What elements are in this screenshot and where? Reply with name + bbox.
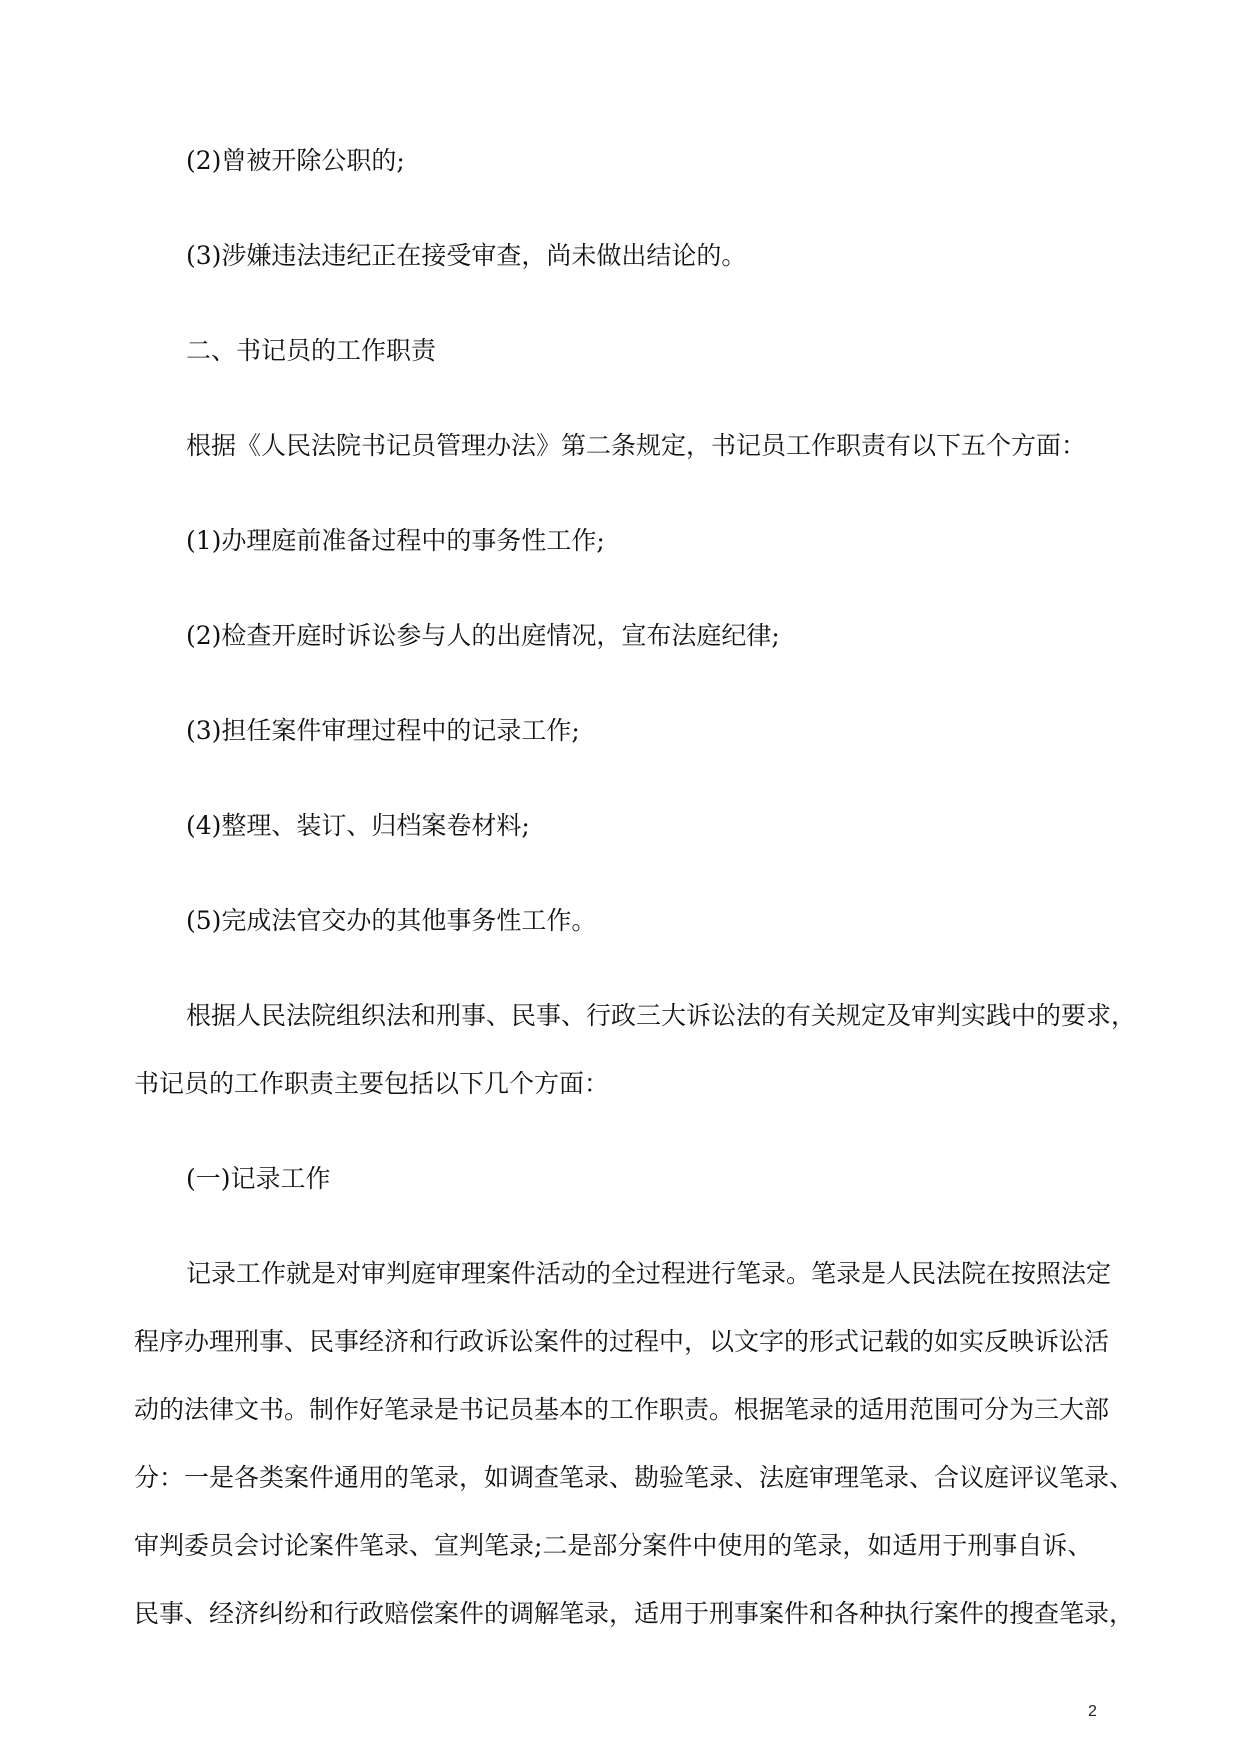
basis-paragraph-line-1: 根据人民法院组织法和刑事、民事、行政三大诉讼法的有关规定及审判实践中的要求， (186, 1001, 1137, 1030)
duty-item-3: (3)担任案件审理过程中的记录工作; (186, 716, 580, 745)
basis-paragraph-line-2: 书记员的工作职责主要包括以下几个方面： (134, 1069, 610, 1098)
duty-item-4: (4)整理、装订、归档案卷材料; (186, 811, 530, 840)
record-paragraph-line-4: 分：一是各类案件通用的笔录，如调查笔录、勘验笔录、法庭审理笔录、合议庭评议笔录、 (134, 1463, 1135, 1492)
intro-paragraph: 根据《人民法院书记员管理办法》第二条规定，书记员工作职责有以下五个方面： (186, 431, 1087, 460)
item-line-2: (2)曾被开除公职的; (186, 146, 405, 175)
record-paragraph-line-5: 审判委员会讨论案件笔录、宣判笔录;二是部分案件中使用的笔录，如适用于刑事自诉、 (134, 1531, 1093, 1560)
page-number: 2 (1088, 1703, 1097, 1720)
duty-item-1: (1)办理庭前准备过程中的事务性工作; (186, 526, 605, 555)
record-paragraph-line-3: 动的法律文书。制作好笔录是书记员基本的工作职责。根据笔录的适用范围可分为三大部 (134, 1395, 1110, 1424)
item-line-3: (3)涉嫌违法违纪正在接受审查，尚未做出结论的。 (186, 241, 747, 270)
section-heading-duties: 二、书记员的工作职责 (186, 336, 437, 365)
record-paragraph-line-1: 记录工作就是对审判庭审理案件活动的全过程进行笔录。笔录是人民法院在按照法定 (186, 1259, 1112, 1288)
subsection-heading-record-work: (一)记录工作 (186, 1164, 331, 1193)
record-paragraph-line-2: 程序办理刑事、民事经济和行政诉讼案件的过程中，以文字的形式记载的如实反映诉讼活 (134, 1327, 1110, 1356)
duty-item-5: (5)完成法官交办的其他事务性工作。 (186, 906, 597, 935)
duty-item-2: (2)检查开庭时诉讼参与人的出庭情况，宣布法庭纪律; (186, 621, 780, 650)
record-paragraph-line-6: 民事、经济纠纷和行政赔偿案件的调解笔录，适用于刑事案件和各种执行案件的搜查笔录， (134, 1599, 1135, 1628)
